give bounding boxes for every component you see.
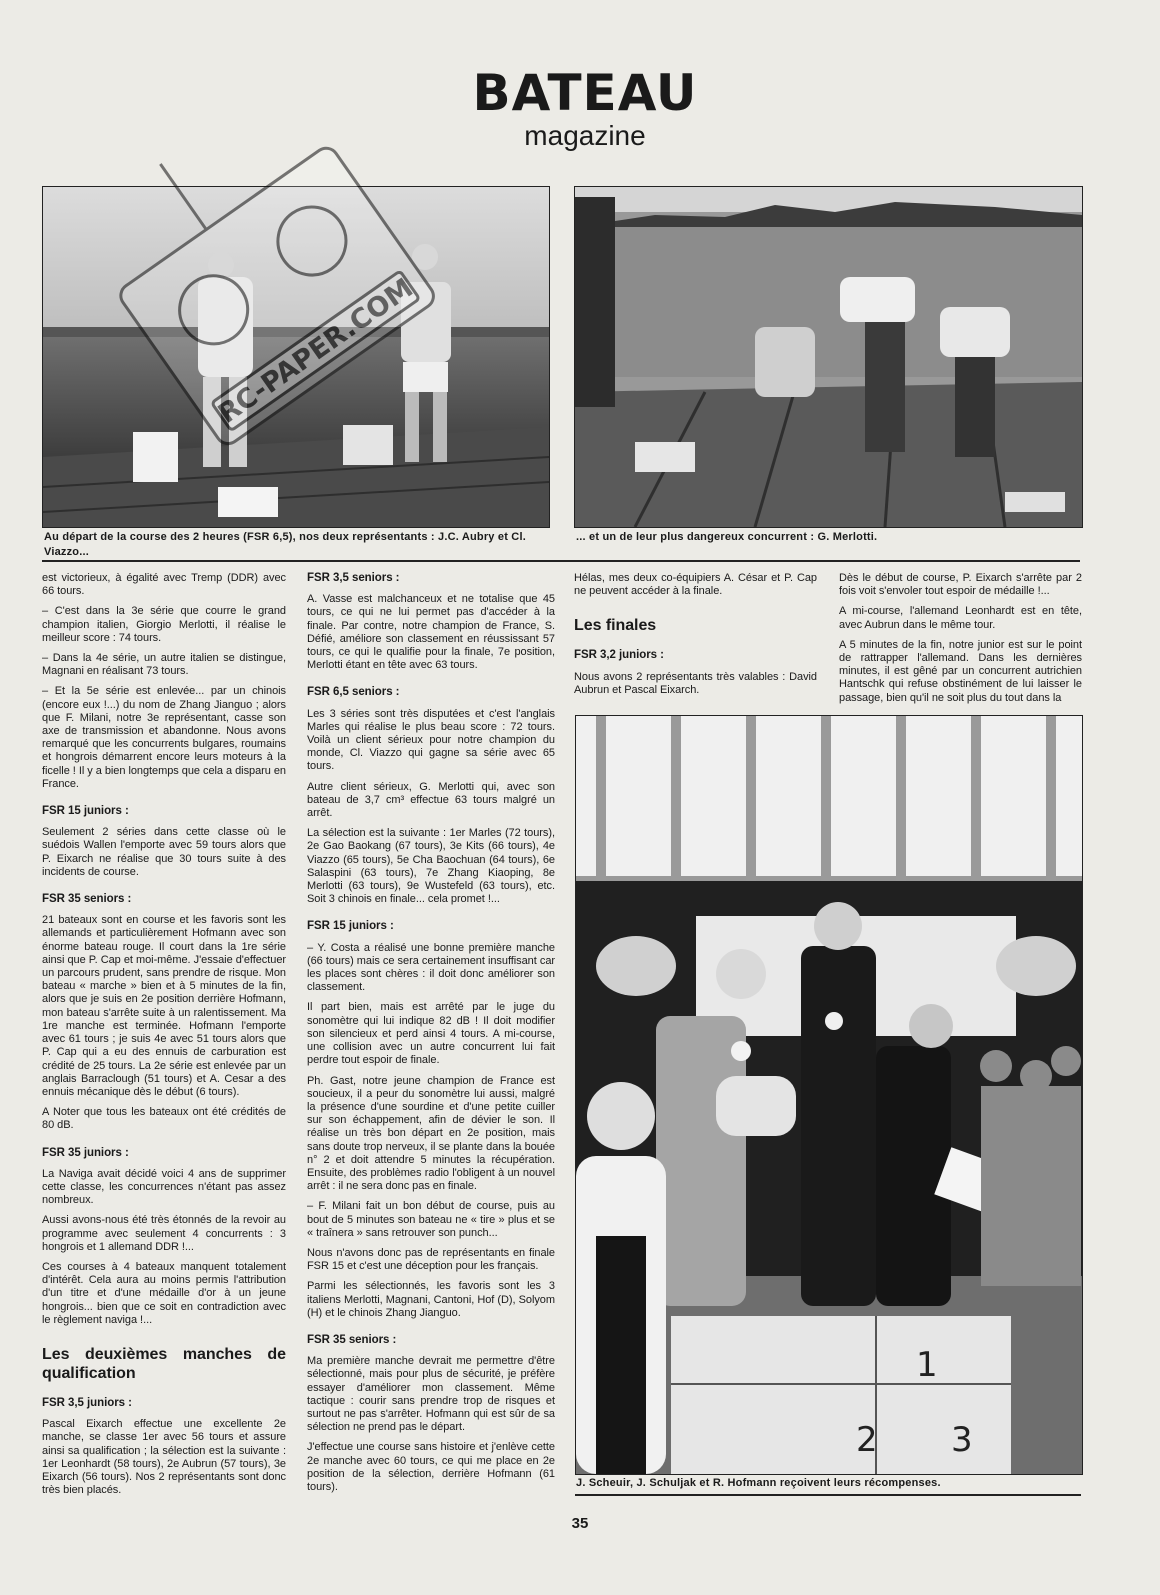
caption-podium: J. Scheuir, J. Schuljak et R. Hofmann reçoivent leurs récompenses. bbox=[576, 1477, 941, 1489]
subsection-heading: FSR 6,5 seniors : bbox=[307, 686, 400, 699]
text-column-2 bbox=[307, 572, 555, 1501]
paragraph: – C'est dans la 3e série que courre le grand champion italien, Giorgio Merlotti, il réalise le meilleur score : 74 tours. bbox=[42, 605, 286, 644]
caption-top-right: ... et un de leur plus dangereux concurrent : G. Merlotti. bbox=[576, 531, 878, 543]
paragraph: Les 3 séries sont très disputées et c'est l'anglais Marles qui réalise le plus beau score : 72 tours. Voilà un client sérieux pour notre champion du monde, Cl. Viazzo qui gagne sa série avec 65 tours. bbox=[307, 707, 555, 773]
paragraph: Dès le début de course, P. Eixarch s'arrête par 2 fois voit s'envoler tout espoir de médaille !... bbox=[839, 572, 1082, 598]
paragraph: Autre client sérieux, G. Merlotti qui, avec son bateau de 3,7 cm³ effectue 63 tours malgré un arrêt. bbox=[307, 780, 555, 820]
text-column-4 bbox=[839, 572, 1082, 712]
paragraph: A Noter que tous les bateaux ont été crédités de 80 dB. bbox=[42, 1106, 286, 1132]
paragraph: est victorieux, à égalité avec Tremp (DDR) avec 66 tours. bbox=[42, 572, 286, 598]
paragraph: Ces courses à 4 bateaux manquent totalement d'intérêt. Cela aura au moins permis l'attribution d'un titre et d'une médaille d'or à un jeune hongrois... bien que ce soit en contradiction avec le règlement naviga !... bbox=[42, 1260, 286, 1326]
magazine-title: BATEAU bbox=[472, 64, 698, 122]
caption-rule-podium bbox=[575, 1494, 1081, 1496]
paragraph: – Y. Costa a réalisé une bonne première manche (66 tours) mais ce sera certainement insuffisant car les places sont chères : il doit donc améliorer son classement. bbox=[307, 941, 555, 994]
subsection-heading: FSR 15 juniors : bbox=[42, 805, 129, 818]
subsection-heading: FSR 3,5 juniors : bbox=[42, 1396, 132, 1409]
rc-paper-watermark bbox=[60, 90, 500, 510]
subsection-heading: FSR 35 seniors : bbox=[307, 1333, 397, 1346]
paragraph: Nous n'avons donc pas de représentants en finale FSR 15 et c'est une déception pour les français. bbox=[307, 1246, 555, 1273]
watermark-text: RC-PAPER.COM bbox=[212, 272, 419, 430]
paragraph: Parmi les sélectionnés, les favoris sont les 3 italiens Merlotti, Magnani, Cantoni, Hof (D), Solyom (H) et le chinois Zhang Jianguo. bbox=[307, 1280, 555, 1319]
paragraph: La sélection est la suivante : 1er Marles (72 tours), 2e Gao Baokang (67 tours), 3e Kits (66 tours), 4e Viazzo (65 tours), 5e Cha Baochuan (64 tours), 6e Salaspini (63 tours), 7e Zhang Kiaoping, 8e Merlotti (63 tours), 9e Wustefeld (63 tours), etc. Soit 3 chinois en finale... cela promet !... bbox=[307, 827, 555, 906]
caption-top-left: Au départ de la course des 2 heures (FSR 6,5), nos deux représentants : J.C. Aubry et Cl. Viazzo... bbox=[44, 531, 526, 558]
subsection-heading: FSR 3,5 seniors : bbox=[307, 572, 400, 584]
paragraph: Pascal Eixarch effectue une excellente 2e manche, se classe 1er avec 56 tours et assure ainsi sa qualification ; la sélection est la suivante : 1er Leonhardt (58 tours), 2e Aubrun (57 tours), 3e Eixarch (56 tours). Nos 2 représentants sont donc très bien placés. bbox=[42, 1418, 286, 1497]
text-column-1 bbox=[42, 572, 286, 1504]
paragraph: Aussi avons-nous été très étonnés de la revoir au programme avec seulement 4 concurrents : 3 hongrois et 1 allemand DDR !... bbox=[42, 1214, 286, 1253]
subsection-heading: FSR 35 seniors : bbox=[42, 893, 132, 906]
caption-rule bbox=[42, 560, 1080, 562]
paragraph: – F. Milani fait un bon début de course, puis au bout de 5 minutes son bateau ne « tire » plus et se « traînera » sans retrouver son punch... bbox=[307, 1200, 555, 1239]
paragraph: A 5 minutes de la fin, notre junior est sur le point de rattrapper l'allemand. Dans les dernières minutes, il est gêné par un concurrent autrichien Hantschk qui refuse obstinément de lui laisser le passage, bien qu'il ne soit plus du tout dans la bbox=[839, 638, 1082, 704]
text-column-3 bbox=[574, 572, 817, 704]
paragraph: Ma première manche devrait me permettre d'être sélectionné, mais pour plus de sécurité, je préfère essayer d'améliorer mon classement. Même tactique : courir sans prendre trop de risques et surtout ne pas s'arrêter. Hofmann qui est sûr de sa sélection ne prend pas le départ. bbox=[307, 1355, 555, 1434]
subsection-heading: FSR 3,2 juniors : bbox=[574, 649, 664, 662]
section-heading: Les deuxièmes manches de qualification bbox=[42, 1345, 286, 1382]
paragraph: J'effectue une course sans histoire et j'enlève cette 2e manche avec 60 tours, ce qui me place en 2e position de la sélection, derrière Hofmann (61 tours). bbox=[307, 1441, 555, 1493]
photo-merlotti-dock bbox=[574, 186, 1083, 528]
paragraph: Il part bien, mais est arrêté par le juge du sonomètre qui lui indique 82 dB ! Il doit modifier son silencieux et perd ainsi 4 tours. A mi-course, une collision avec un autre concurrent lui fait perdre tout espoir de finale. bbox=[307, 1001, 555, 1067]
page-number: 35 bbox=[571, 1515, 589, 1532]
paragraph: 21 bateaux sont en course et les favoris sont les allemands et particulièrement Hofmann avec son énorme bateau rouge. Il court dans la 1re série ainsi que P. Cap et moi-même. J'essaie d'effectuer un parcours prudent, sans prendre de risque. Mon bateau « marche » bien et à 5 minutes de la fin, alors que je suis en 2e position derrière Hofmann, mon bateau s'arrête suite à un ralentissement. Ma 1re manche est terminée. Hofmann l'emporte avec 61 tours ; je suis 4e avec 51 tours alors que P. Cap qui a eu des ennuis de carburation est crédité de 25 tours. La 2e série est enlevée par un anglais Barraclough (51 tours) et A. Cesar a des ennuis mécanique dès le début (6 tours). bbox=[42, 914, 286, 1098]
photo-podium-ceremony bbox=[575, 715, 1083, 1475]
subsection-heading: FSR 35 juniors : bbox=[42, 1146, 129, 1159]
podium-number-1: 1 bbox=[916, 1345, 938, 1385]
podium-number-2: 2 bbox=[856, 1420, 878, 1460]
paragraph: – Dans la 4e série, un autre italien se distingue, Magnani en réalisant 73 tours. bbox=[42, 652, 286, 678]
paragraph: Nous avons 2 représentants très valables : David Aubrun et Pascal Eixarch. bbox=[574, 670, 817, 696]
paragraph: La Naviga avait décidé voici 4 ans de supprimer cette classe, les concurrences n'étant pas assez nombreux. bbox=[42, 1167, 286, 1207]
paragraph: – Et la 5e série est enlevée... par un chinois (encore eux !...) du nom de Zhang Jianguo ; alors que F. Milani, notre 3e représentant, casse son axe de transmission et abandonne. Nous avons remarqué que les concurrents bulgares, roumains et hongrois démarrent encore leurs moteurs à la ficelle ! Il y a bien longtemps que cela a disparu en France. bbox=[42, 685, 286, 790]
subsection-heading: FSR 15 juniors : bbox=[307, 920, 394, 933]
section-heading: Les finales bbox=[574, 617, 657, 635]
paragraph: Hélas, mes deux co-équipiers A. César et P. Cap ne peuvent accéder à la finale. bbox=[574, 572, 817, 598]
paragraph: Seulement 2 séries dans cette classe où le suédois Wallen l'emporte avec 59 tours alors que P. Eixarch ne réalise que 30 tours suite à des incidents de course. bbox=[42, 826, 286, 878]
magazine-subtitle: magazine bbox=[524, 120, 646, 151]
paragraph: A. Vasse est malchanceux et ne totalise que 45 tours, ce qui ne lui permet pas d'accéder à la finale. Par contre, notre champion de France, S. Défié, améliore son classement en réussissant 57 tours, ce qui le qualifie pour la finale, 7e position, Merlotti étant en tête avec 63 tours. bbox=[307, 593, 555, 672]
paragraph: A mi-course, l'allemand Leonhardt est en tête, avec Aubrun dans le même tour. bbox=[839, 605, 1082, 631]
podium-number-3: 3 bbox=[951, 1420, 973, 1460]
paragraph: Ph. Gast, notre jeune champion de France est soucieux, il a peur du sonomètre lui aussi, malgré la présence d'une sourdine et d'une petite cuiller sur son échappement, afin de dévier le son. Il réalise un très bon départ en 2e position, mais sans doute trop nerveux, il se plante dans la bouée n° 2 et doit attendre 5 minutes la récupération. Ensuite, des problèmes radio l'obligent à un nouvel arrêt : il ne sera donc pas en finale. bbox=[307, 1074, 555, 1193]
